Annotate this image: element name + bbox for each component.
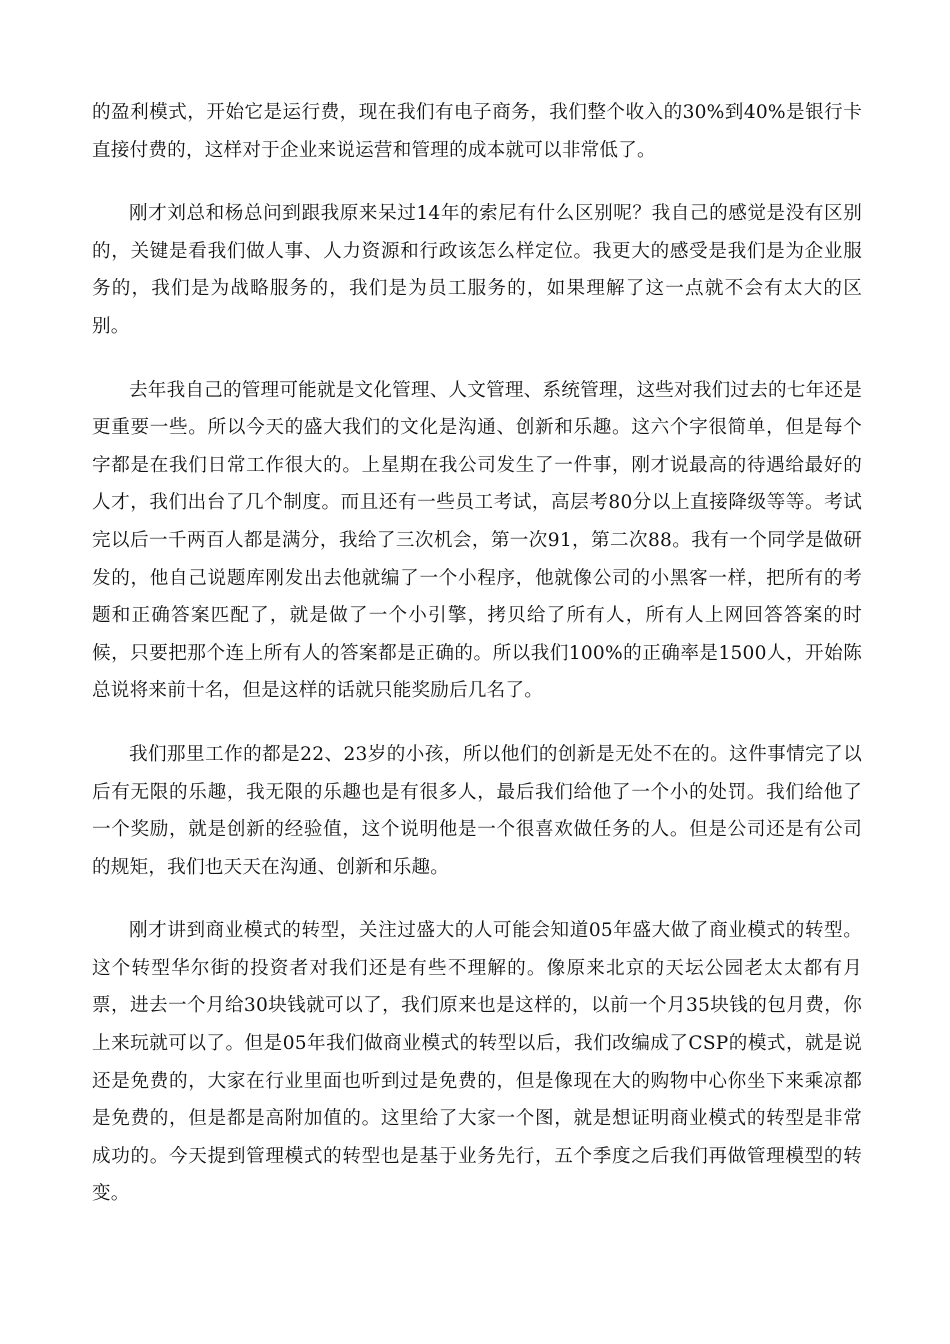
paragraph-5: 刚才讲到商业模式的转型，关注过盛大的人可能会知道05年盛大做了商业模式的转型。这个转型华尔街的投资者对我们还是有些不理解的。像原来北京的天坛公园老太太都有月票，进去一个月给30块钱就可以了，我们原来也是这样的，以前一个月35块钱的包月费，你上来玩就可以了。但是05年我们做商业模式的转型以后，我们改编成了CSP的模式，就是说还是免费的，大家在行业里面也听到过是免费的，但是像现在大的购物中心你坐下来乘凉都是免费的，但是都是高附加值的。这里给了大家一个图，就是想证明商业模式的转型是非常成功的。今天提到管理模式的转型也是基于业务先行，五个季度之后我们再做管理模型的转变。	[92, 920, 862, 1205]
document-page	[92, 94, 862, 1239]
paragraph-1: 的盈利模式，开始它是运行费，现在我们有电子商务，我们整个收入的30%到40%是银行卡直接付费的，这样对于企业来说运营和管理的成本就可以非常低了。	[92, 102, 862, 161]
paragraph-3: 去年我自己的管理可能就是文化管理、人文管理、系统管理，这些对我们过去的七年还是更重要一些。所以今天的盛大我们的文化是沟通、创新和乐趣。这六个字很简单，但是每个字都是在我们日常工作很大的。上星期在我公司发生了一件事，刚才说最高的待遇给最好的人才，我们出台了几个制度。而且还有一些员工考试，高层考80分以上直接降级等等。考试完以后一千两百人都是满分，我给了三次机会，第一次91，第二次88。我有一个同学是做研发的，他自己说题库刚发出去他就编了一个小程序，他就像公司的小黑客一样，把所有的考题和正确答案匹配了，就是做了一个小引擎，拷贝给了所有人，所有人上网回答答案的时候，只要把那个连上所有人的答案都是正确的。所以我们100%的正确率是1500人，开始陈总说将来前十名，但是这样的话就只能奖励后几名了。	[92, 379, 862, 702]
paragraph-2: 刚才刘总和杨总问到跟我原来呆过14年的索尼有什么区别呢？我自己的感觉是没有区别的，关键是看我们做人事、人力资源和行政该怎么样定位。我更大的感受是我们是为企业服务的，我们是为战略服务的，我们是为员工服务的，如果理解了这一点就不会有太大的区别。	[92, 203, 862, 337]
paragraph-4: 我们那里工作的都是22、23岁的小孩，所以他们的创新是无处不在的。这件事情完了以后有无限的乐趣，我无限的乐趣也是有很多人，最后我们给他了一个小的处罚。我们给他了一个奖励，就是创新的经验值，这个说明他是一个很喜欢做任务的人。但是公司还是有公司的规矩，我们也天天在沟通、创新和乐趣。	[92, 743, 862, 878]
